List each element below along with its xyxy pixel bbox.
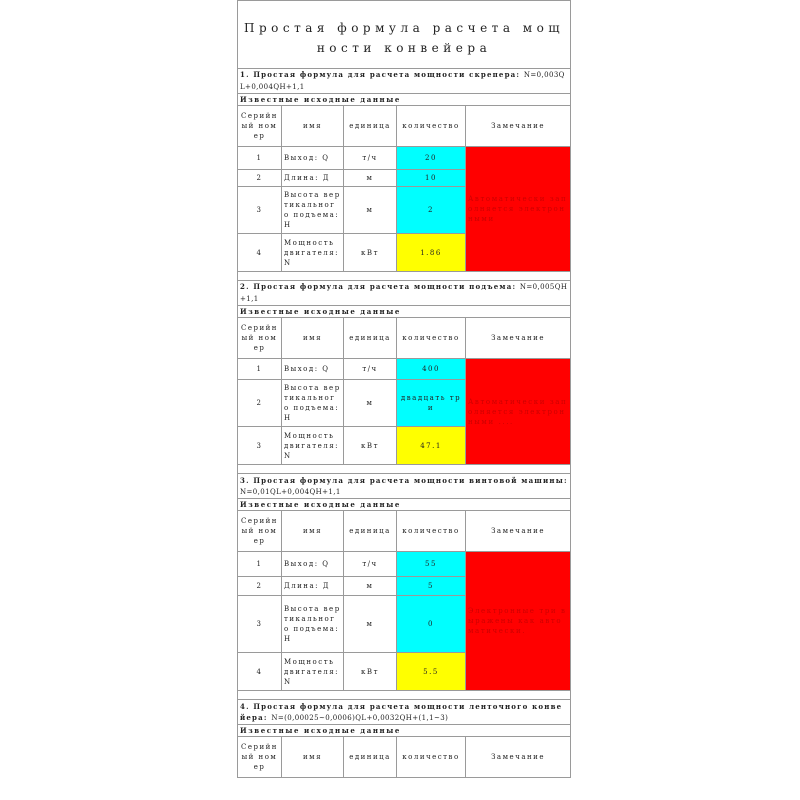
spacer-row	[238, 691, 571, 700]
section-heading	[238, 69, 571, 94]
header-remark: Замечание	[466, 318, 571, 359]
input-value[interactable]: двадцать три	[397, 380, 466, 427]
section-formula: N=(0,00025~0,0006)QL+0,0032QH+(1,1~3)	[271, 713, 449, 722]
output-value: 1.86	[397, 234, 466, 272]
header-quantity: количество	[397, 511, 466, 552]
row-name: Выход: Q	[282, 359, 344, 380]
header-name: имя	[282, 106, 344, 147]
row-number: 1	[238, 147, 282, 170]
table-row	[238, 359, 571, 380]
row-number: 3	[238, 427, 282, 465]
row-unit: кВт	[344, 234, 397, 272]
row-name: Мощность двигателя: N	[282, 427, 344, 465]
header-quantity: количество	[397, 737, 466, 778]
spreadsheet	[237, 0, 570, 800]
header-unit: единица	[344, 511, 397, 552]
header-quantity: количество	[397, 318, 466, 359]
header-quantity: количество	[397, 106, 466, 147]
known-data-label: Известные исходные данные	[238, 306, 571, 318]
section-title: 3. Простая формула для расчета мощности винтовой машины:	[240, 475, 568, 485]
row-number: 3	[238, 187, 282, 234]
header-unit: единица	[344, 106, 397, 147]
section-title: 2. Простая формула для расчета мощности подъема:	[240, 282, 517, 291]
remark-cell: Автоматически заполняется электронными	[466, 147, 571, 272]
table-row	[238, 147, 571, 170]
input-value[interactable]: 400	[397, 359, 466, 380]
spacer-row	[238, 465, 571, 474]
input-value[interactable]: 5	[397, 577, 466, 596]
header-unit: единица	[344, 318, 397, 359]
header-remark: Замечание	[466, 737, 571, 778]
row-unit: м	[344, 596, 397, 653]
section-heading	[238, 474, 571, 499]
row-name: Мощность двигателя: N	[282, 234, 344, 272]
section-formula: N=0,01QL+0,004QH+1,1	[240, 487, 341, 496]
spacer-row	[238, 272, 571, 281]
header-serial: Серийный номер	[238, 318, 282, 359]
header-serial: Серийный номер	[238, 106, 282, 147]
remark-cell: Автоматически заполняется электронными ....	[466, 359, 571, 465]
section-title: 1. Простая формула для расчета мощности скрепера:	[240, 70, 521, 79]
row-name: Длина: Д	[282, 577, 344, 596]
known-data-label: Известные исходные данные	[238, 499, 571, 511]
row-unit: м	[344, 577, 397, 596]
remark-cell: Электронные три выражены как автоматически.	[466, 552, 571, 691]
row-unit: т/ч	[344, 359, 397, 380]
section-heading	[238, 281, 571, 306]
row-unit: т/ч	[344, 552, 397, 577]
known-data-label: Известные исходные данные	[238, 94, 571, 106]
section-heading	[238, 700, 571, 725]
header-name: имя	[282, 318, 344, 359]
row-unit: м	[344, 380, 397, 427]
table-row	[238, 552, 571, 577]
header-serial: Серийный номер	[238, 511, 282, 552]
input-value[interactable]: 2	[397, 187, 466, 234]
row-number: 1	[238, 552, 282, 577]
section-formula: N=0,005QH+1,1	[240, 283, 568, 303]
row-name: Высота вертикального подъема: H	[282, 187, 344, 234]
header-serial: Серийный номер	[238, 737, 282, 778]
input-value[interactable]: 55	[397, 552, 466, 577]
row-unit: м	[344, 170, 397, 187]
row-number: 2	[238, 577, 282, 596]
header-name: имя	[282, 511, 344, 552]
row-unit: т/ч	[344, 147, 397, 170]
row-name: Высота вертикального подъема: H	[282, 596, 344, 653]
row-number: 3	[238, 596, 282, 653]
section-title: 4. Простая формула для расчета мощности ленточного конвейера:	[240, 701, 563, 722]
row-name: Выход: Q	[282, 147, 344, 170]
output-value: 47.1	[397, 427, 466, 465]
row-number: 4	[238, 653, 282, 691]
sheet-title: Простая формула расчета мощности конвейера	[238, 1, 571, 69]
sheet-table	[237, 0, 571, 778]
row-number: 4	[238, 234, 282, 272]
known-data-label: Известные исходные данные	[238, 725, 571, 737]
row-name: Выход: Q	[282, 552, 344, 577]
input-value[interactable]: 10	[397, 170, 466, 187]
header-remark: Замечание	[466, 106, 571, 147]
row-unit: м	[344, 187, 397, 234]
header-name: имя	[282, 737, 344, 778]
row-unit: кВт	[344, 427, 397, 465]
section-formula: N=0,003QL+0,004QH+1,1	[240, 71, 565, 91]
header-remark: Замечание	[466, 511, 571, 552]
row-number: 2	[238, 170, 282, 187]
row-number: 2	[238, 380, 282, 427]
row-unit: кВт	[344, 653, 397, 691]
output-value: 5.5	[397, 653, 466, 691]
row-name: Мощность двигателя: N	[282, 653, 344, 691]
row-name: Длина: Д	[282, 170, 344, 187]
input-value[interactable]: 0	[397, 596, 466, 653]
row-number: 1	[238, 359, 282, 380]
row-name: Высота вертикального подъема: H	[282, 380, 344, 427]
input-value[interactable]: 20	[397, 147, 466, 170]
header-unit: единица	[344, 737, 397, 778]
